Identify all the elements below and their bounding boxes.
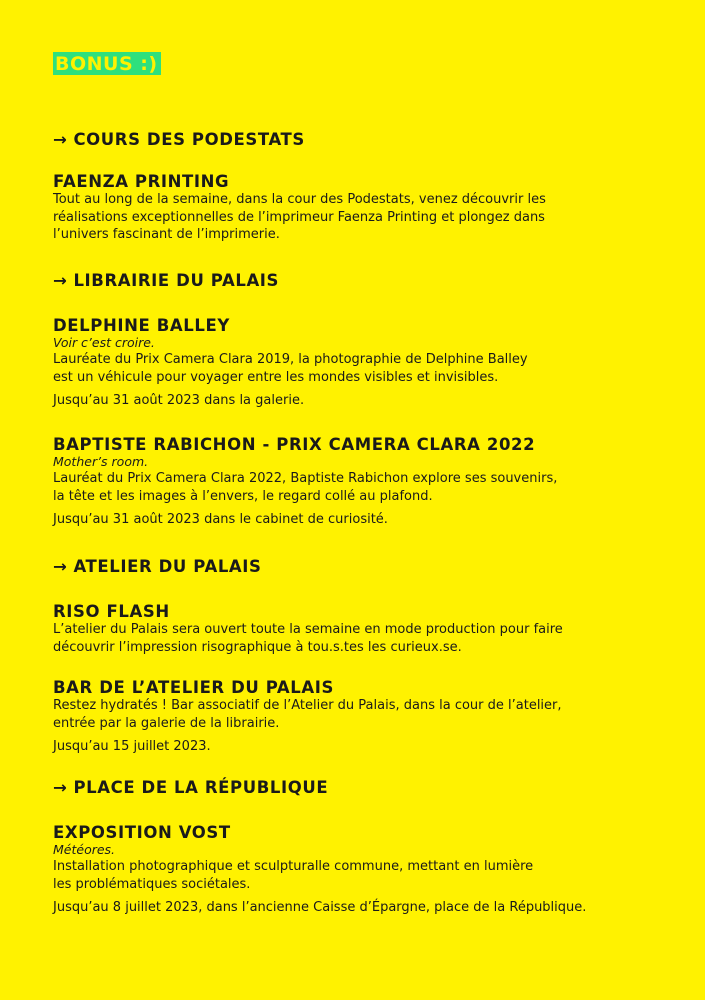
arrow-right-icon: → [53,271,68,290]
bonus-badge: BONUS :) [53,52,161,75]
entry-date: Jusqu’au 15 juillet 2023. [53,739,211,754]
entry-bar-atelier-du-palais [53,678,673,755]
entry-description: Tout au long de la semaine, dans la cour des Podestats, venez découvrir les réalisations exceptionnelles de l’imprimeur Faenza Printing et plongez dans l’univers fascinant de l’imprimerie. [53,192,546,242]
section-title-cours-des-podestats: → COURS DES PODESTATS [53,130,305,149]
entry-title: BAR DE L’ATELIER DU PALAIS [53,678,334,697]
entry-subtitle: Voir c’est croire. [53,335,155,350]
entry-title: DELPHINE BALLEY [53,316,230,335]
entry-title: RISO FLASH [53,602,170,621]
bonus-header [53,52,673,75]
entry-title: EXPOSITION VOST [53,823,231,842]
entry-riso-flash [53,602,673,656]
entry-date: Jusqu’au 31 août 2023 dans la galerie. [53,393,305,408]
entry-description: Lauréat du Prix Camera Clara 2022, Baptiste Rabichon explore ses souvenirs, la tête et les images à l’envers, le regard collé au plafond. [53,471,558,504]
entry-description: Restez hydratés ! Bar associatif de l’Atelier du Palais, dans la cour de l’atelier, entrée par la galerie de la librairie. [53,698,562,731]
entry-title: FAENZA PRINTING [53,172,230,191]
section-title-librairie-du-palais: → LIBRAIRIE DU PALAIS [53,271,280,290]
arrow-right-icon: → [53,557,68,576]
arrow-right-icon: → [53,778,68,797]
section-title-atelier-du-palais: → ATELIER DU PALAIS [53,557,262,576]
entry-subtitle: Mother’s room. [53,454,149,469]
section-title-place-de-la-republique: → PLACE DE LA RÉPUBLIQUE [53,778,329,797]
entry-description: L’atelier du Palais sera ouvert toute la semaine en mode production pour faire découvrir l’impression risographique à tou.s.tes les curieux.se. [53,622,563,655]
arrow-right-icon: → [53,130,68,149]
entry-subtitle: Météores. [53,842,116,857]
entry-faenza-printing [53,172,673,244]
entry-date: Jusqu’au 31 août 2023 dans le cabinet de curiosité. [53,512,388,527]
entry-description: Lauréate du Prix Camera Clara 2019, la photographie de Delphine Balley est un véhicule pour voyager entre les mondes visibles et invisibles. [53,352,528,385]
entry-description: Installation photographique et sculpturalle commune, mettant en lumière les problématiques sociétales. [53,859,534,892]
entry-delphine-balley [53,316,673,409]
entry-baptiste-rabichon [53,435,673,528]
entry-exposition-vost [53,823,673,916]
entry-date: Jusqu’au 8 juillet 2023, dans l’ancienne Caisse d’Épargne, place de la République. [53,900,587,915]
entry-title: BAPTISTE RABICHON - PRIX CAMERA CLARA 2022 [53,435,536,454]
